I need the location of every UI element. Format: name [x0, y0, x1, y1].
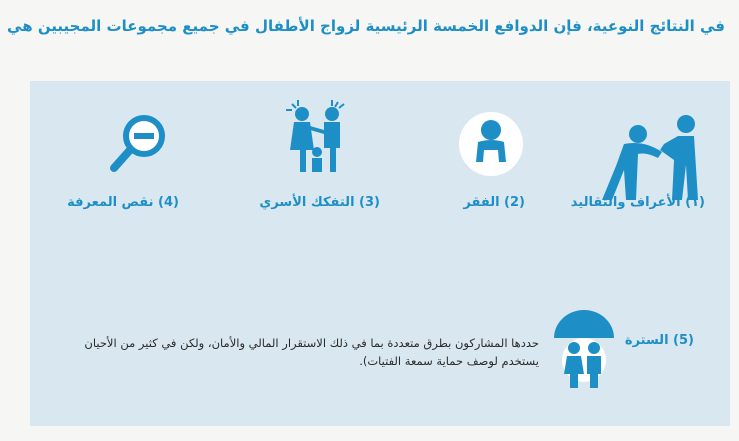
page-title: في النتائج النوعية، فإن الدوافع الخمسة الرئيسية لزواج الأطفال في جميع مجموعات المجيبين هي: [7, 17, 725, 35]
motive-label-traditions: (١) الأعراف والتقاليد: [570, 195, 705, 210]
motive-label-sutra: (5) السترة: [624, 333, 694, 348]
family-conflict-icon: [284, 100, 354, 180]
sutra-description: حددها المشاركون بطرق متعددة بما في ذلك الاستقرار المالي والأمان، ولكن في كثير من الأحيان يستخدم لوصف حماية سمعة الفتيات).: [84, 336, 539, 368]
motive-label-family-breakdown: (3) التفكك الأسري: [259, 195, 380, 210]
motive-label-lack-of-knowledge: (4) نقص المعرفة: [67, 195, 179, 210]
magnifier-minus-icon: [106, 110, 176, 180]
motive-label-poverty: (2) الفقر: [463, 195, 525, 210]
umbrella-couple-icon: [549, 308, 619, 390]
sad-person-icon: [466, 118, 516, 168]
